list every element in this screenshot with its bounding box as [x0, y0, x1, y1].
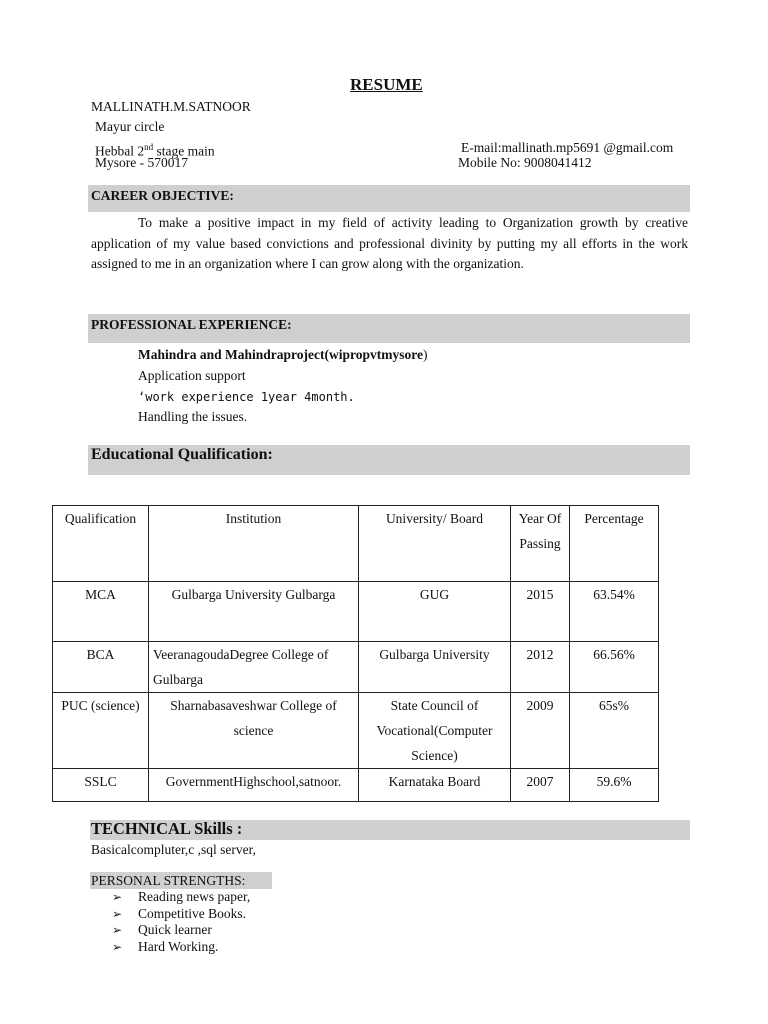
table-row: [53, 582, 659, 642]
table-cell: Gulbarga University: [359, 642, 511, 693]
technical-skills-text: Basicalcompluter,c ,sql server,: [91, 842, 256, 857]
experience-role: Application support: [138, 368, 246, 383]
education-table: [52, 505, 659, 802]
experience-duration: ‘work experience 1year 4month.: [138, 390, 355, 404]
career-objective-text: To make a positive impact in my field of activity leading to Organization growth by creative application of my value based convictions and professional divinity by putting my all efforts in the work assigned to me in an organization where I can grow along with the organization.: [91, 215, 688, 271]
table-cell: 2007: [511, 769, 570, 802]
table-cell: 2015: [511, 582, 570, 642]
table-cell: GovernmentHighschool,satnoor.: [149, 769, 359, 802]
education-heading: Educational Qualification:: [91, 446, 273, 463]
candidate-name: MALLINATH.M.SATNOOR: [91, 99, 251, 114]
header-cell: Year Of Passing: [511, 506, 570, 582]
address-line-1: Mayur circle: [95, 119, 165, 134]
table-cell: Gulbarga University Gulbarga: [149, 582, 359, 642]
table-row: [53, 693, 659, 769]
table-cell: 2012: [511, 642, 570, 693]
table-cell: Sharnabasaveshwar College of science: [149, 693, 359, 769]
strength-text: Quick learner: [138, 922, 212, 938]
arrow-bullet-icon: ➢: [112, 923, 123, 938]
table-cell: BCA: [53, 642, 149, 693]
table-cell: 66.56%: [570, 642, 659, 693]
table-cell: 63.54%: [570, 582, 659, 642]
strength-text: Reading news paper,: [138, 889, 251, 904]
arrow-bullet-icon: ➢: [112, 906, 123, 921]
experience-heading: PROFESSIONAL EXPERIENCE:: [91, 317, 292, 332]
table-cell: 65s%: [570, 693, 659, 769]
table-row: [53, 769, 659, 802]
experience-duty: Handling the issues.: [138, 409, 248, 424]
address-line-2-sup: nd: [144, 142, 154, 152]
experience-company: [138, 347, 428, 363]
list-item: [112, 922, 250, 939]
list-item: [112, 889, 250, 906]
table-cell: 59.6%: [570, 769, 659, 802]
table-cell: VeeranagoudaDegree College of Gulbarga: [149, 642, 359, 693]
career-objective-heading: CAREER OBJECTIVE:: [91, 188, 234, 203]
company-close: ): [423, 347, 428, 362]
strength-text: Hard Working.: [138, 939, 219, 955]
strengths-heading: PERSONAL STRENGTHS:: [91, 873, 246, 888]
address-line-3: Mysore - 570017: [95, 155, 188, 170]
arrow-bullet-icon: ➢: [112, 890, 123, 904]
table-cell: Karnataka Board: [359, 769, 511, 802]
header-cell: Percentage: [570, 506, 659, 582]
list-item: [112, 906, 250, 923]
strengths-list: [112, 889, 250, 956]
email-text: E-mail:mallinath.mp5691 @gmail.com: [461, 140, 674, 155]
company-name: Mahindra and Mahindraproject(wipropvtmysore: [138, 347, 424, 362]
arrow-bullet-icon: ➢: [112, 940, 123, 955]
resume-title: RESUME: [350, 75, 423, 94]
table-cell: GUG: [359, 582, 511, 642]
table-cell: State Council of Vocational(Computer Science): [359, 693, 511, 769]
strength-text: Competitive Books.: [138, 905, 246, 921]
mobile-text: Mobile No: 9008041412: [458, 155, 592, 170]
table-header-row: [53, 506, 659, 582]
header-cell: Institution: [149, 506, 359, 582]
header-cell: Qualification: [53, 506, 149, 582]
table-row: [53, 642, 659, 693]
table-cell: 2009: [511, 693, 570, 769]
technical-skills-heading: TECHNICAL Skills :: [91, 819, 243, 838]
address-line-2-post: stage main: [153, 143, 215, 159]
table-cell: MCA: [53, 582, 149, 642]
address-line-2-pre: Hebbal 2: [95, 143, 145, 159]
list-item: [112, 939, 250, 956]
table-cell: SSLC: [53, 769, 149, 802]
header-cell: University/ Board: [359, 506, 511, 582]
table-cell: PUC (science): [53, 693, 149, 769]
